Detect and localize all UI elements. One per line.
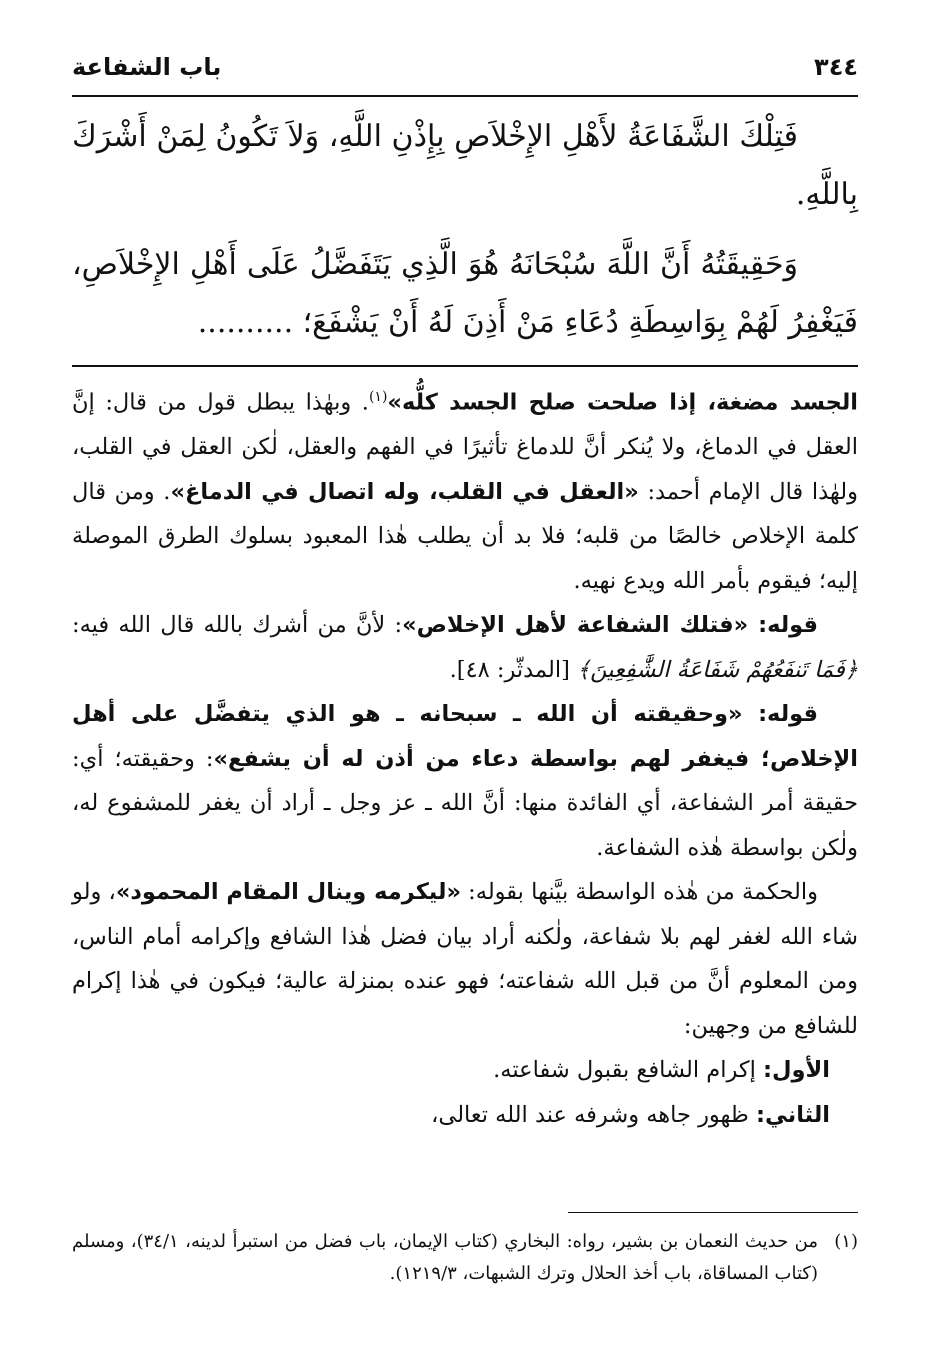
hadith-quote: الجسد مضغة، إذا صلحت صلح الجسد كلُّه» — [387, 389, 858, 416]
main-text — [72, 108, 858, 364]
point-label-second: الثاني: — [755, 1101, 830, 1128]
qawluh-label: قوله: — [758, 701, 818, 727]
commentary-text: والحكمة من هٰذه الواسطة بيَّنها بقوله: — [460, 879, 818, 905]
quoted-matn: «وحقيقته أن الله ـ سبحانه ـ هو الذي يتفضَّل على أهل الإخلاص؛ فيغفر لهم بواسطة دعاء من أذن له أن يشفع» — [72, 701, 859, 772]
footnote-number: (١) — [834, 1231, 858, 1252]
point-first — [72, 1048, 858, 1093]
page-header — [72, 44, 858, 90]
commentary-paragraph-2 — [72, 603, 858, 692]
commentary — [72, 375, 858, 1137]
chapter-title: باب الشفاعة — [72, 53, 222, 81]
page-number: ٣٤٤ — [814, 53, 858, 81]
commentary-text: . ومن قال كلمة الإخلاص خالصًا من قلبه؛ فلا بد أن يطلب هٰذا المعبود بسلوك الطرق الموصلة إليه؛ فيقوم بأمر الله ويدع نهيه. — [72, 478, 858, 594]
commentary-text: : وحقيقته؛ أي: حقيقة أمر الشفاعة، أي الفائدة منها: أنَّ الله ـ عز وجل ـ أراد أن يغفر للمشفوع له، ولٰكن بواسطة هٰذه الشفاعة. — [72, 745, 858, 861]
main-text-paragraph-1: فَتِلْكَ الشَّفَاعَةُ لأَهْلِ الإِخْلاَصِ بِإِذْنِ اللَّهِ، وَلاَ تَكُونُ لِمَنْ أَشْرَكَ بِاللَّهِ. — [72, 119, 858, 212]
commentary-text: ، ولو شاء الله لغفر لهم بلا شفاعة، ولٰكنه أراد بيان فضل هٰذا الشافع وإكرامه أمام الناس، ومن المعلوم أنَّ من قبل الله شفاعته؛ فهو عنده بمنزلة عالية؛ فيكون في هٰذا إكرام للشافع من وجهين: — [72, 879, 858, 1039]
quran-verse: ﴿فَمَا تَنفَعُهُمْ شَفَاعَةُ الشَّٰفِعِينَ﴾ — [577, 656, 858, 683]
point-text-second: ظهور جاهه وشرفه عند الله تعالى، — [431, 1101, 756, 1128]
commentary-text: . وبهٰذا يبطل قول من قال: إنَّ العقل في الدماغ، ولا يُنكر أنَّ للدماغ تأثيرًا في الفهم والعقل، لٰكن العقل في القلب، ولهٰذا قال الإمام أحمد: — [72, 389, 858, 505]
commentary-paragraph-1 — [72, 375, 858, 603]
footnote-text: من حديث النعمان بن بشير، رواه: البخاري (كتاب الإيمان، باب فضل من استبرأ لدينه، ٣٤/١)، ومسلم (كتاب المساقاة، باب أخذ الحلال وترك الشبهات، ١٢١٩/٣). — [72, 1231, 818, 1284]
footnotes — [72, 1226, 858, 1290]
main-text-paragraph-2: وَحَقِيقَتُهُ أَنَّ اللَّهَ سُبْحَانَهُ هُوَ الَّذِي يَتَفَضَّلُ عَلَى أَهْلِ الإِخْلاَصِ، فَيَغْفِرُ لَهُمْ بِوَاسِطَةِ دُعَاءِ مَنْ أَذِنَ لَهُ أَنْ يَشْفَعَ؛ .......... — [72, 247, 858, 340]
ahmad-quote: «العقل في القلب، وله اتصال في الدماغ» — [170, 478, 639, 505]
footnote-reference: (١) — [368, 389, 388, 405]
header-divider — [72, 95, 858, 97]
quoted-matn: «فتلك الشفاعة لأهل الإخلاص» — [402, 612, 759, 638]
commentary-paragraph-3 — [72, 692, 858, 870]
main-text-divider — [72, 365, 858, 367]
point-label-first: الأول: — [763, 1057, 830, 1083]
commentary-text: : لأنَّ من أشرك بالله قال الله فيه: — [72, 612, 403, 638]
footnote-divider — [568, 1212, 858, 1213]
point-second — [72, 1093, 858, 1138]
footnote — [72, 1226, 858, 1290]
quoted-matn: «ليكرمه وينال المقام المحمود» — [115, 879, 461, 905]
verse-reference: [المدثّر: ٤٨]. — [449, 656, 577, 683]
commentary-paragraph-4 — [72, 870, 858, 1048]
qawluh-label: قوله: — [758, 612, 819, 638]
point-text-first: إكرام الشافع بقبول شفاعته. — [493, 1057, 764, 1083]
